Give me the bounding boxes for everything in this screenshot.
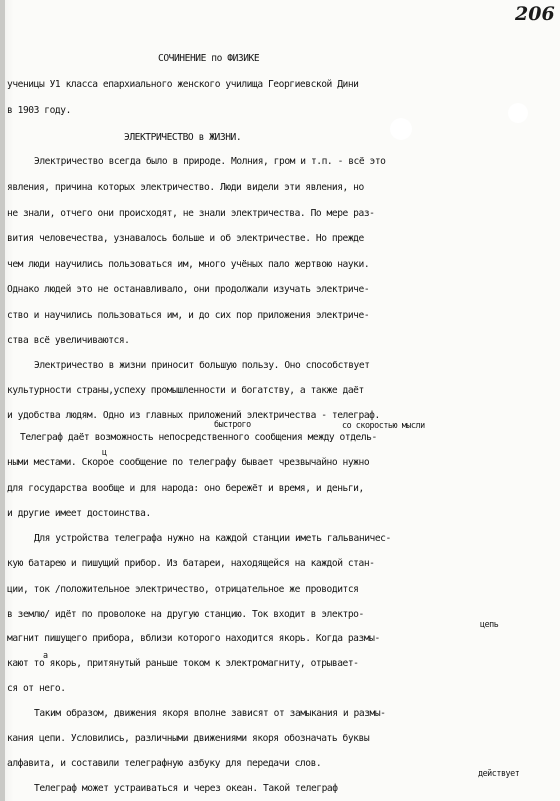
body-line: Таким образом, движения якоря вполне зависят от замыкания и размы- (34, 708, 386, 719)
body-line: Для устройства телеграфа нужно на каждой станции иметь гальваничес- (34, 533, 391, 544)
header-line: в 1903 году. (7, 105, 71, 116)
body-line: ся от него. (7, 683, 66, 694)
body-line: чем люди научились пользоваться им, много учёных пало жертвою науки. (7, 259, 370, 270)
body-line: магнит пишущего прибора, вблизи которого находится якорь. Когда размы- (7, 633, 380, 644)
body-line: и другие имеет достоинства. (7, 508, 151, 519)
paper-hole (508, 103, 528, 123)
body-line: ными местами. Скорое сообщение по телеграфу бывает чрезвычайно нужно (7, 457, 370, 468)
body-line: Электричество в жизни приносит большую пользу. Оно способствует (34, 360, 370, 371)
body-line: Телеграф может устраиваться и через океан. Такой телеграф (34, 783, 338, 794)
body-line: культурности страны,успеху промышленности и богатству, а также даёт (7, 385, 364, 396)
handwritten-insertion: быстрого (214, 419, 251, 429)
body-line: ции, ток /положительное электричество, отрицательное же проводится (7, 584, 359, 595)
handwritten-insertion: действует (478, 768, 520, 778)
body-line: Электричество всегда было в природе. Молния, гром и т.п. - всё это (34, 156, 386, 167)
header-line: ученицы У1 класса епархиального женского училища Георгиевской Дини (7, 79, 359, 90)
body-line: Однако людей это не останавливало, они продолжали изучать электриче- (7, 284, 370, 295)
paper-hole (390, 118, 412, 140)
body-line: ство и научились пользоваться им, и до сих пор приложения электриче- (7, 310, 370, 321)
handwritten-insertion: цепь (480, 619, 499, 629)
handwritten-insertion: ц (102, 447, 107, 457)
handwritten-insertion: а (43, 650, 48, 660)
body-line: вития человечества, узнавалось больше и об электричестве. Но прежде (7, 233, 364, 244)
body-line: для государства вообще и для народа: оно бережёт и время, и деньги, (7, 483, 364, 494)
scan-left-edge (0, 0, 5, 801)
essay-subtitle: ЭЛЕКТРИЧЕСТВО в ЖИЗНИ. (124, 132, 242, 143)
body-line: ства всё увеличиваются. (7, 335, 130, 346)
body-line: явления, причина которых электричество. Люди видели эти явления, но (7, 182, 364, 193)
handwritten-insertion: со скоростью мысли (342, 420, 425, 430)
body-line: не знали, отчего они происходят, не знали электричества. По мере раз- (7, 208, 375, 219)
body-line: и удобства людям. Одно из главных приложений электричества - телеграф. (7, 410, 380, 421)
body-line: кания цепи. Условились, различными движениями якоря обозначать буквы (7, 733, 370, 744)
body-line: кают то якорь, притянутый раньше током к электромагниту, отрывает- (7, 658, 359, 669)
body-line: алфавита, и составили телеграфную азбуку для передачи слов. (7, 758, 322, 769)
body-line: Телеграф даёт возможность непосредственного сообщения между отдель- (20, 432, 377, 443)
page-number: 206 (515, 3, 555, 25)
body-line: в землю/ идёт по проволоке на другую станцию. Ток входит в электро- (7, 609, 364, 620)
body-line: кую батарею и пишущий прибор. Из батареи, находящейся на каждой стан- (7, 558, 375, 569)
essay-title: СОЧИНЕНИЕ по ФИЗИКЕ (158, 53, 260, 64)
